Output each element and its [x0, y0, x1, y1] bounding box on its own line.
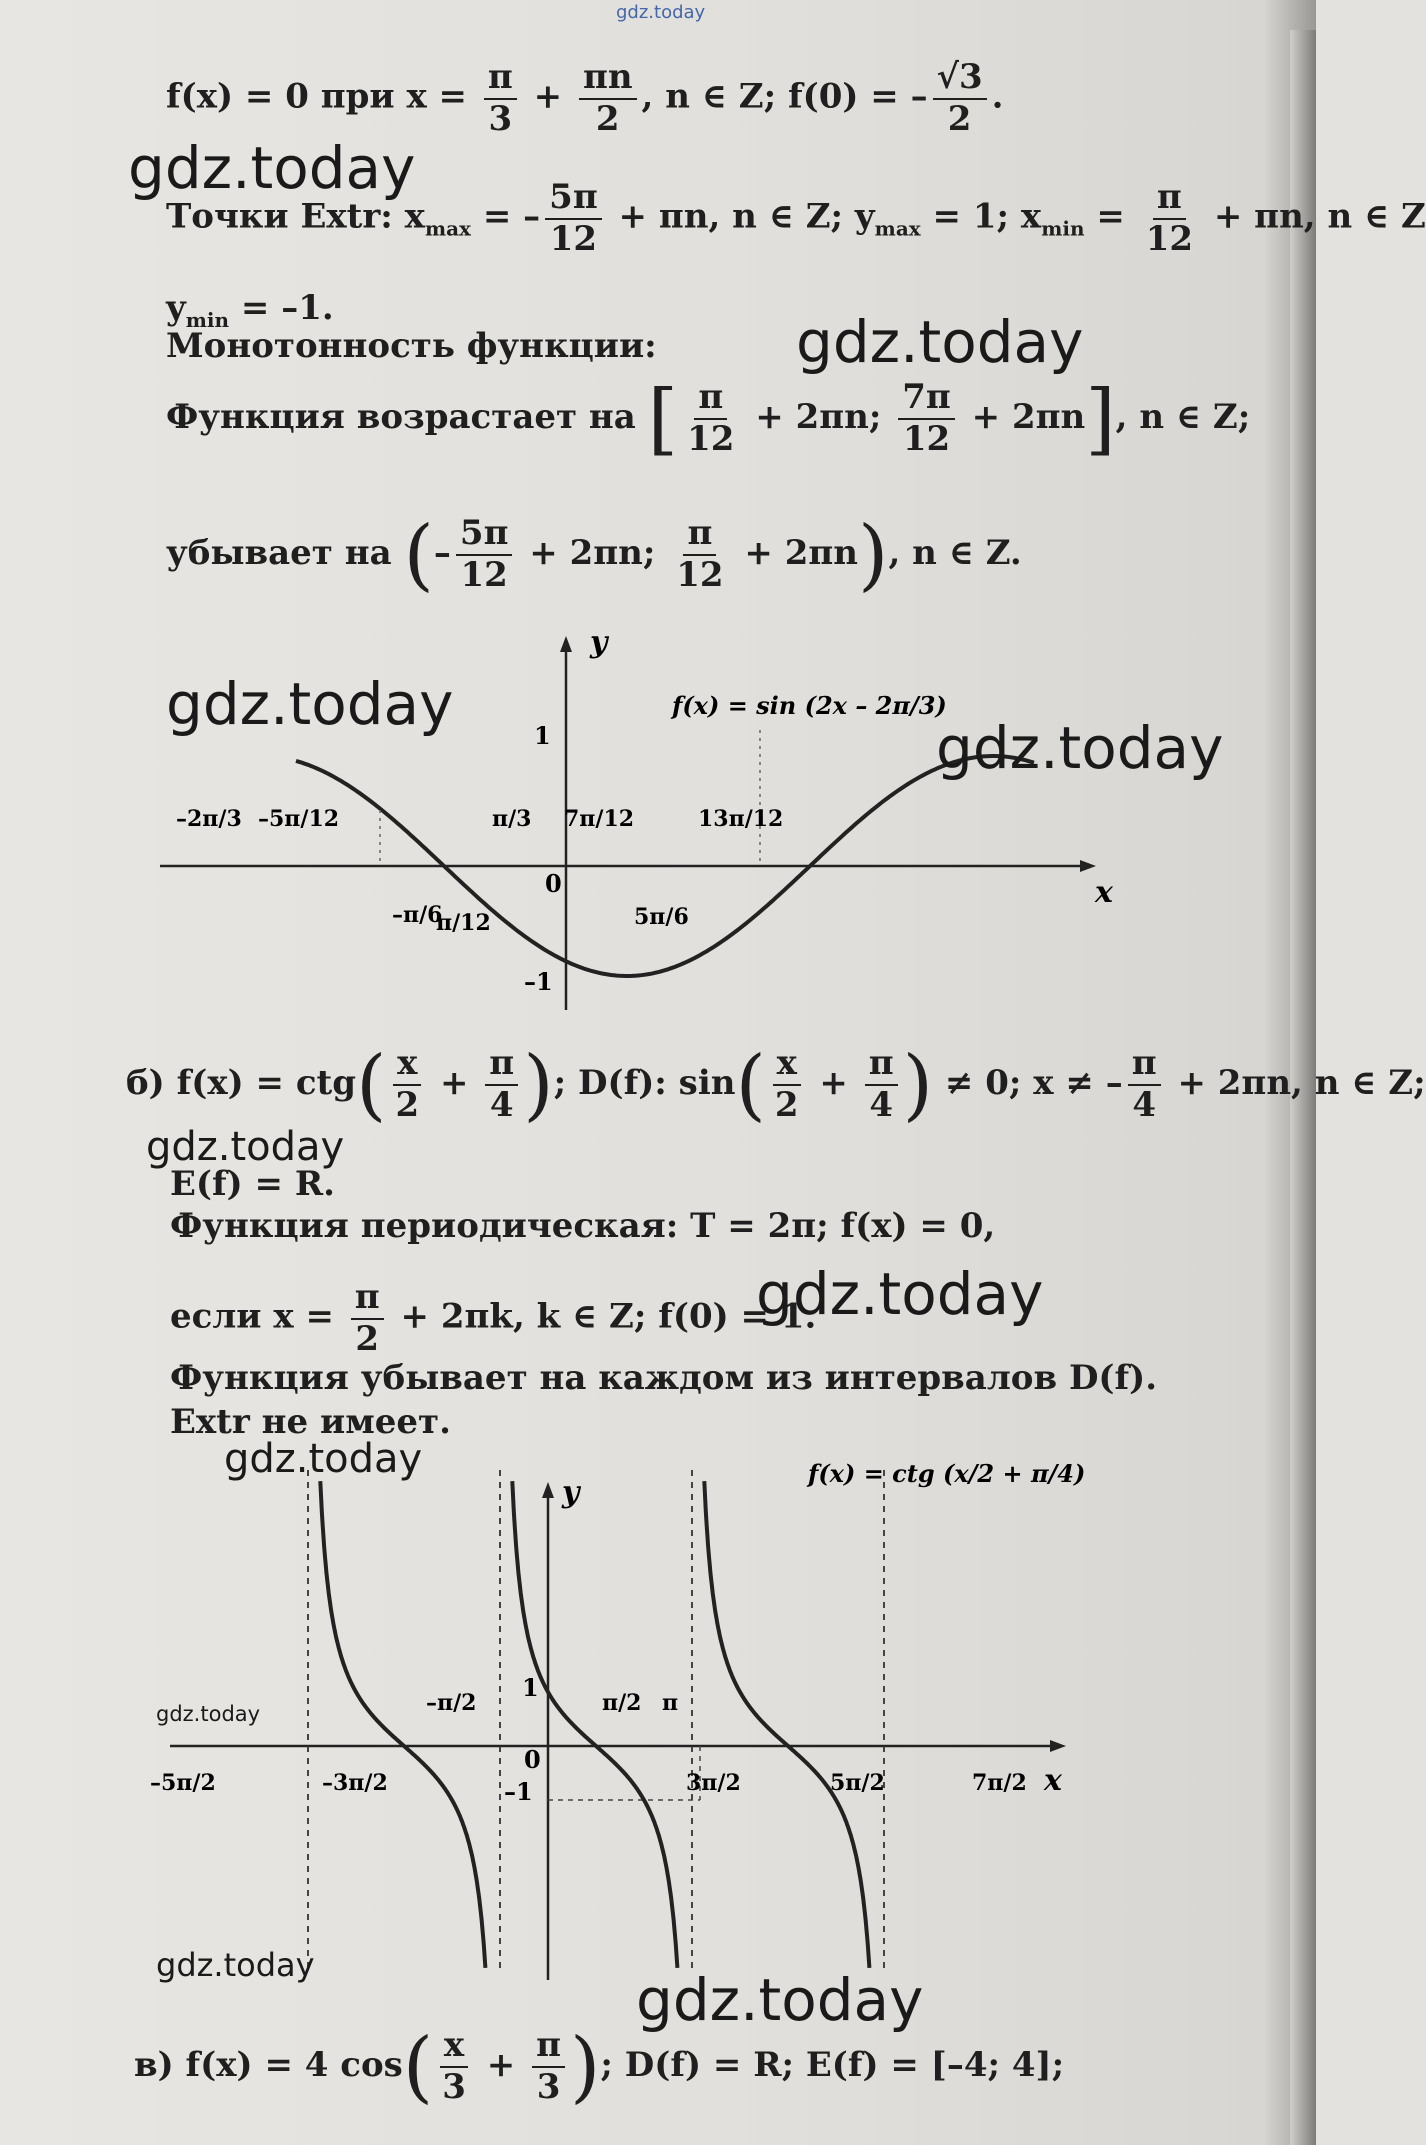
text: + 2πn;: [517, 533, 668, 573]
tick-label: 7π/12: [564, 806, 635, 832]
fraction: [456, 513, 513, 595]
watermark: gdz.today: [156, 1946, 315, 1984]
x-axis-arrow: [1050, 1740, 1066, 1752]
text: +: [474, 2045, 528, 2085]
text: + πn, n ∈ Z; y: [606, 196, 875, 237]
watermark: gdz.today: [756, 1260, 1044, 1328]
fraction: [771, 1043, 803, 1125]
denominator: 12: [549, 218, 598, 259]
fraction: [1142, 177, 1197, 259]
extr-prefix: Точки Extr: x: [166, 196, 425, 237]
line-part-c: в) f(x) = 4 cos( $\frac{x}{3}$ + $\frac{\pi}{3}$ ); D(f) = R; E(f) = [–4; 4];: [134, 2022, 1065, 2112]
text: б) f(x) = ctg: [126, 1063, 357, 1103]
denominator: 2: [774, 1085, 799, 1125]
text: = 1; x: [920, 196, 1042, 237]
subscript: min: [1041, 216, 1085, 241]
zeros-prefix: f(x) = 0 при x =: [166, 76, 479, 117]
text: +: [428, 1063, 481, 1103]
text: +: [807, 1063, 860, 1103]
fraction: [898, 377, 955, 459]
text: y: [166, 288, 186, 328]
tick-label: –π/6: [392, 902, 443, 928]
fraction: [485, 1043, 518, 1125]
denominator: 12: [1145, 218, 1194, 259]
fraction: [351, 1277, 384, 1359]
numerator: x: [773, 1046, 801, 1086]
periodic-line: Функция периодическая: T = 2π; f(x) = 0,: [170, 1206, 996, 1246]
tick-label: –5π/2: [150, 1770, 216, 1796]
tick-label: 7π/2: [972, 1770, 1027, 1796]
x-axis-arrow: [1080, 860, 1096, 872]
denominator: 3: [488, 98, 513, 139]
numerator: π: [1128, 1046, 1161, 1086]
watermark: gdz.today: [936, 714, 1224, 782]
watermark: gdz.today: [224, 1436, 423, 1482]
header-site-watermark: gdz.today: [616, 2, 706, 23]
fraction: [438, 2025, 470, 2107]
tick-label: π/3: [492, 806, 532, 832]
y-axis-label: y: [562, 1475, 580, 1510]
numerator: π: [532, 2028, 565, 2068]
zeros-line-b: [170, 1277, 817, 1359]
fraction: [391, 1043, 423, 1125]
fraction: [532, 2025, 565, 2107]
y-minus-one-label: –1: [504, 1777, 533, 1806]
tick-label: –2π/3: [176, 806, 242, 832]
monotonic-heading: Монотонность функции:: [166, 326, 657, 366]
line-increases: Функция возрастает на [ $\frac{\pi}{12}$ + 2πn; $\frac{7\pi}{12}$ + 2πn], n ∈ Z;: [166, 374, 1251, 464]
text: в) f(x) = 4 cos: [134, 2045, 403, 2085]
tick-labels: [176, 806, 783, 936]
plus-sign: +: [521, 76, 574, 117]
text: = –: [470, 196, 541, 237]
y-one-label: 1: [522, 1673, 539, 1702]
decreasing-line: Функция убывает на каждом из интервалов D(f).: [170, 1358, 1158, 1398]
text: , n ∈ Z;: [1115, 397, 1251, 437]
fraction: [579, 57, 637, 139]
cotangent-branch: [512, 1481, 677, 1968]
y-axis-arrow: [542, 1482, 554, 1498]
fraction: [484, 57, 517, 139]
line-zeros: f(x) = 0 при x = $\frac{\pi}{3}$ + $\frac{\pi n}{2}$ , n ∈ Z; f(0) = – $\frac{√3}{2}$ .: [166, 57, 1004, 139]
numerator: πn: [579, 60, 637, 100]
watermark: gdz.today: [636, 1966, 924, 2034]
watermark: gdz.today: [166, 670, 454, 738]
fraction: [865, 1043, 898, 1125]
text: Функция возрастает на: [166, 397, 648, 437]
y-axis-label: y: [590, 625, 608, 660]
text: + 2πn: [959, 397, 1086, 437]
text: ; D(f) = R; E(f) = [–4; 4];: [600, 2045, 1065, 2085]
cotangent-branch: [320, 1481, 485, 1968]
tick-label: π/2: [602, 1690, 642, 1716]
numerator: π: [683, 516, 716, 556]
tick-label: 5π/2: [830, 1770, 885, 1796]
graph-formula: f(x) = ctg (x/2 + π/4): [808, 1459, 1086, 1488]
line-part-b-head: б) f(x) = ctg( $\frac{x}{2}$ + $\frac{\pi}{4}$ ); D(f): sin( $\frac{x}{2}$ + $\frac{\pi}{4}$ ) ≠ 0; x ≠ – $\frac{\pi}{4}$ + 2πn, n ∈ Z;: [126, 1040, 1426, 1130]
tick-labels: [150, 1690, 1027, 1796]
asymptotes: [308, 1470, 884, 1970]
numerator: 7π: [898, 380, 955, 420]
watermark: gdz.today: [796, 308, 1084, 376]
text: + 2πn;: [743, 397, 894, 437]
tick-label: 13π/12: [698, 806, 784, 832]
text: = –1.: [229, 288, 334, 328]
subscript: max: [874, 216, 921, 241]
numerator: x: [440, 2028, 468, 2068]
numerator: 5π: [456, 516, 513, 556]
cotangent-branch: [704, 1481, 869, 1968]
subscript: min: [185, 308, 230, 332]
subscript: max: [424, 216, 471, 241]
range-line: E(f) = R.: [170, 1164, 335, 1204]
denominator: 2: [947, 98, 972, 139]
text: + 2πn, n ∈ Z;: [1165, 1063, 1426, 1103]
fraction: [683, 377, 738, 459]
cotangent-branches: [320, 1481, 869, 1968]
denominator: 2: [355, 1318, 380, 1359]
denominator: 3: [536, 2067, 561, 2107]
y-one-label: 1: [534, 721, 551, 750]
no-extr-line: Extr не имеет.: [170, 1402, 451, 1442]
denominator: 2: [395, 1085, 420, 1125]
tick-label: π/12: [436, 910, 491, 936]
origin-label: 0: [545, 869, 562, 898]
numerator: π: [484, 60, 517, 100]
numerator: √3: [933, 60, 987, 100]
text: =: [1084, 196, 1137, 237]
text: ≠ 0; x ≠ –: [933, 1063, 1123, 1103]
denominator: 4: [869, 1085, 894, 1125]
numerator: x: [393, 1046, 421, 1086]
graph-formula: f(x) = sin (2x – 2π/3): [672, 691, 947, 720]
x-axis-label: x: [1044, 1763, 1062, 1798]
text: ; D(f): sin: [553, 1063, 736, 1103]
tick-label: –5π/12: [258, 806, 340, 832]
origin-label: 0: [524, 1745, 541, 1774]
denominator: 12: [676, 555, 724, 595]
tick-label: 5π/6: [634, 904, 689, 930]
tick-label: –π/2: [426, 1690, 477, 1716]
tick-label: –3π/2: [322, 1770, 388, 1796]
numerator: 5π: [545, 180, 602, 220]
y-axis-arrow: [560, 636, 572, 652]
line-decreases: убывает на (– $\frac{5\pi}{12}$ + 2πn; $\frac{\pi}{12}$ + 2πn), n ∈ Z.: [166, 510, 1022, 600]
fraction: [545, 177, 602, 259]
text: + 2πn: [732, 533, 859, 573]
denominator: 12: [687, 419, 735, 459]
fraction: [933, 57, 987, 139]
numerator: π: [351, 1280, 384, 1320]
y-minus-one-label: –1: [524, 967, 553, 996]
text: если x =: [170, 1296, 346, 1337]
tick-label: π: [662, 1690, 679, 1716]
watermark: gdz.today: [146, 1124, 345, 1170]
zeros-suffix: , n ∈ Z; f(0) = –: [641, 76, 928, 117]
x-axis-label: x: [1095, 875, 1113, 910]
text: + 2πk, k ∈ Z; f(0) = 1.: [388, 1296, 817, 1337]
text: , n ∈ Z.: [888, 533, 1022, 573]
fraction: [1128, 1043, 1161, 1125]
denominator: 3: [442, 2067, 466, 2107]
tick-label: 3π/2: [686, 1770, 741, 1796]
watermark-small: gdz.today: [156, 1702, 261, 1726]
denominator: 2: [595, 98, 620, 139]
numerator: π: [1153, 180, 1186, 220]
fraction: [672, 513, 727, 595]
numerator: π: [485, 1046, 518, 1086]
numerator: π: [865, 1046, 898, 1086]
denominator: 4: [489, 1085, 514, 1125]
watermark: gdz.today: [128, 134, 416, 202]
numerator: π: [694, 380, 727, 420]
denominator: 12: [902, 419, 951, 459]
text: + πn, n ∈ Z: [1202, 196, 1426, 237]
text: убывает на: [166, 533, 404, 573]
denominator: 4: [1132, 1085, 1156, 1125]
denominator: 12: [460, 555, 508, 595]
